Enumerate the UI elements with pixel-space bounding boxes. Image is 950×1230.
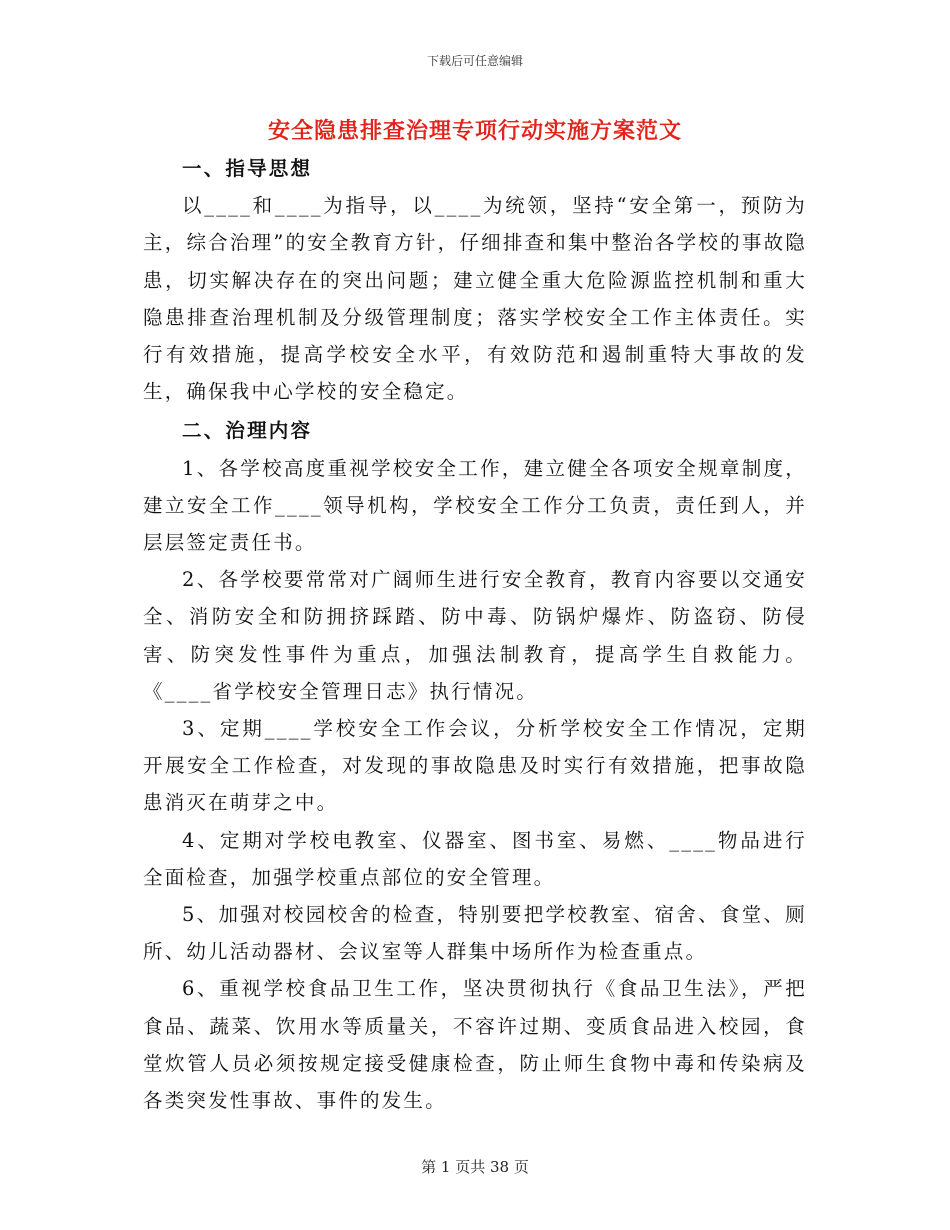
document-body [143,150,807,1119]
list-item: 1、各学校高度重视学校安全工作，建立健全各项安全规章制度，建立安全工作____领导机构，学校安全工作分工负责，责任到人，并层层签定责任书。 [143,456,807,555]
document-title: 安全隐患排查治理专项行动实施方案范文 [267,119,682,144]
section-heading-1: 一、指导思想 [182,157,313,180]
list-item: 5、加强对校园校舍的检查，特别要把学校教室、宿舍、食堂、厕所、幼儿活动器材、会议室等人群集中场所作为检查重点。 [143,903,807,964]
page-header: 下载后可任意编辑 [426,54,523,68]
list-item: 3、定期____学校安全工作会议，分析学校安全工作情况，定期开展安全工作检查，对发现的事故隐患及时实行有效措施，把事故隐患消灭在萌芽之中。 [143,717,807,815]
list-item: 4、定期对学校电教室、仪器室、图书室、易燃、____物品进行全面检查，加强学校重点部位的安全管理。 [143,828,807,889]
section-heading-2: 二、治理内容 [182,419,313,443]
list-item: 6、重视学校食品卫生工作，坚决贯彻执行《食品卫生法》，严把食品、蔬菜、饮用水等质量关，不容许过期、变质食品进入校园，食堂炊管人员必须按规定接受健康检查，防止师生食物中毒和传染病及各类突发性事故、事件的发生。 [143,977,807,1113]
page-footer: 第 1 页共 38 页 [421,1158,529,1176]
list-item: 2、各学校要常常对广阔师生进行安全教育，教育内容要以交通安全、消防安全和防拥挤踩踏、防中毒、防锅炉爆炸、防盗窃、防侵害、防突发性事件为重点，加强法制教育，提高学生自救能力。《____省学校安全管理日志》执行情况。 [143,568,807,703]
section-paragraph-1: 以____和____为指导，以____为统领，坚持“安全第一，预防为主，综合治理”的安全教育方针，仔细排查和集中整治各学校的事故隐患，切实解决存在的突出问题；建立健全重大危险源监控机制和重大隐患排查治理机制及分级管理制度；落实学校安全工作主体责任。实行有效措施，提高学校安全水平，有效防范和遏制重特大事故的发生，确保我中心学校的安全稳定。 [143,194,807,404]
